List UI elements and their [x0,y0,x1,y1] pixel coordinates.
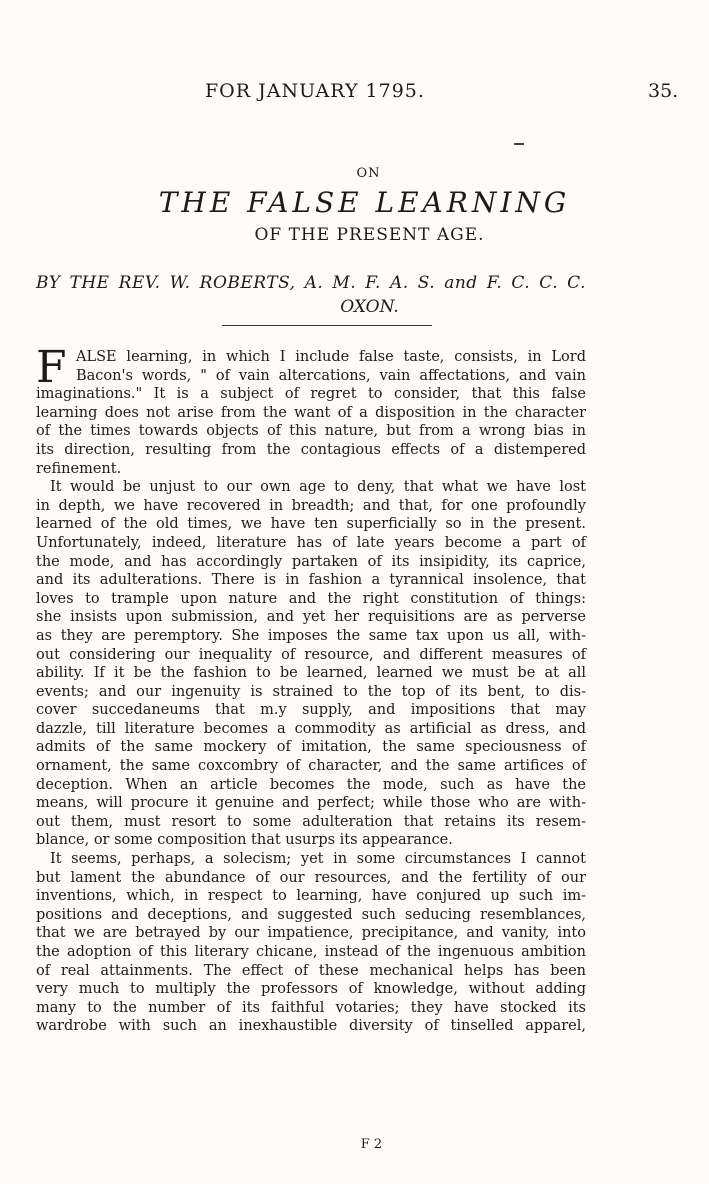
text-line: its direction, resulting from the contagious effects of a distempered [36,441,586,458]
signature-mark: F 2 [360,1137,383,1152]
text-line: imaginations." It is a subject of regret to consider, that this false [36,386,586,403]
ink-mark [514,143,524,145]
article-title: THE FALSE LEARNING [158,186,571,219]
text-line: refinement. [36,460,122,477]
text-line: very much to multiply the professors of knowledge, without adding [36,981,586,998]
text-line: out them, must resort to some adulteration that retains its resem- [36,813,586,830]
text-line: many to the number of its faithful votaries; they have stocked its [36,999,586,1016]
text-line: ALSE learning, in which I include false taste, consists, in Lord [76,349,586,365]
text-line: but lament the abundance of our resources, and the fertility of our [36,869,586,886]
text-line: learning does not arise from the want of a disposition in the character [36,404,586,421]
text-line: of real attainments. The effect of these mechanical helps has been [36,962,586,979]
text-line: cover succedaneums that m.y supply, and impositions that may [36,702,586,719]
text-line: in depth, we have recovered in breadth; and that, for one profoundly [36,497,586,514]
text-line: the adoption of this literary chicane, instead of the ingenuous ambition [36,944,586,960]
author-affiliation: OXON. [340,297,399,317]
page-number: 35. [648,80,679,102]
text-line: ornament, the same coxcombry of character, and the same artifices of [36,758,586,775]
article-body [36,342,586,1036]
text-line: as they are peremptory. She imposes the same tax upon us all, with- [36,627,586,644]
article-subtitle: OF THE PRESENT AGE. [254,225,485,245]
author-byline: BY THE REV. W. ROBERTS, A. M. F. A. S. and F. C. C. C. [36,273,586,293]
text-line: dazzle, till literature becomes a commodity as artificial as dress, and [36,720,586,737]
text-line: and its adulterations. There is in fashion a tyrannical insolence, that [36,572,586,589]
text-line: It seems, perhaps, a solecism; yet in some circumstances I cannot [50,851,586,868]
text-line: she insists upon submission, and yet her requisitions are as perverse [36,609,586,626]
text-line: loves to trample upon nature and the right constitution of things: [36,590,586,607]
text-line: admits of the same mockery of imitation, the same speciousness of [36,739,586,756]
text-line: blance, or some composition that usurps its appearance. [36,832,453,849]
text-line: out considering our inequality of resource, and different measures of [36,646,586,663]
text-line: inventions, which, in respect to learning, have conjured up such im- [36,888,586,905]
text-line: deception. When an article becomes the mode, such as have the [36,776,586,793]
text-line: Bacon's words, " of vain altercations, vain affectations, and vain [76,367,586,384]
text-line: It would be unjust to our own age to deny, that what we have lost [50,479,586,496]
drop-cap: F [36,342,67,393]
text-line: means, will procure it genuine and perfect; while those who are with- [36,795,586,812]
text-line: wardrobe with such an inexhaustible diversity of tinselled apparel, [36,1018,586,1035]
title-divider [222,325,432,326]
heading-on: ON [356,166,381,181]
text-line: positions and deceptions, and suggested such seducing resemblances, [36,906,586,923]
text-line: the mode, and has accordingly partaken of its insipidity, its caprice, [36,553,586,570]
running-head-title: FOR JANUARY 1795. [205,80,425,102]
text-line: that we are betrayed by our impatience, precipitance, and vanity, into [36,925,586,942]
text-line: learned of the old times, we have ten superficially so in the present. [36,516,586,533]
running-head [0,80,709,106]
text-line: events; and our ingenuity is strained to the top of its bent, to dis- [36,683,586,700]
text-line: Unfortunately, indeed, literature has of late years become a part of [36,534,586,551]
text-line: of the times towards objects of this nature, but from a wrong bias in [36,423,586,440]
text-line: ability. If it be the fashion to be learned, learned we must be at all [36,665,586,682]
